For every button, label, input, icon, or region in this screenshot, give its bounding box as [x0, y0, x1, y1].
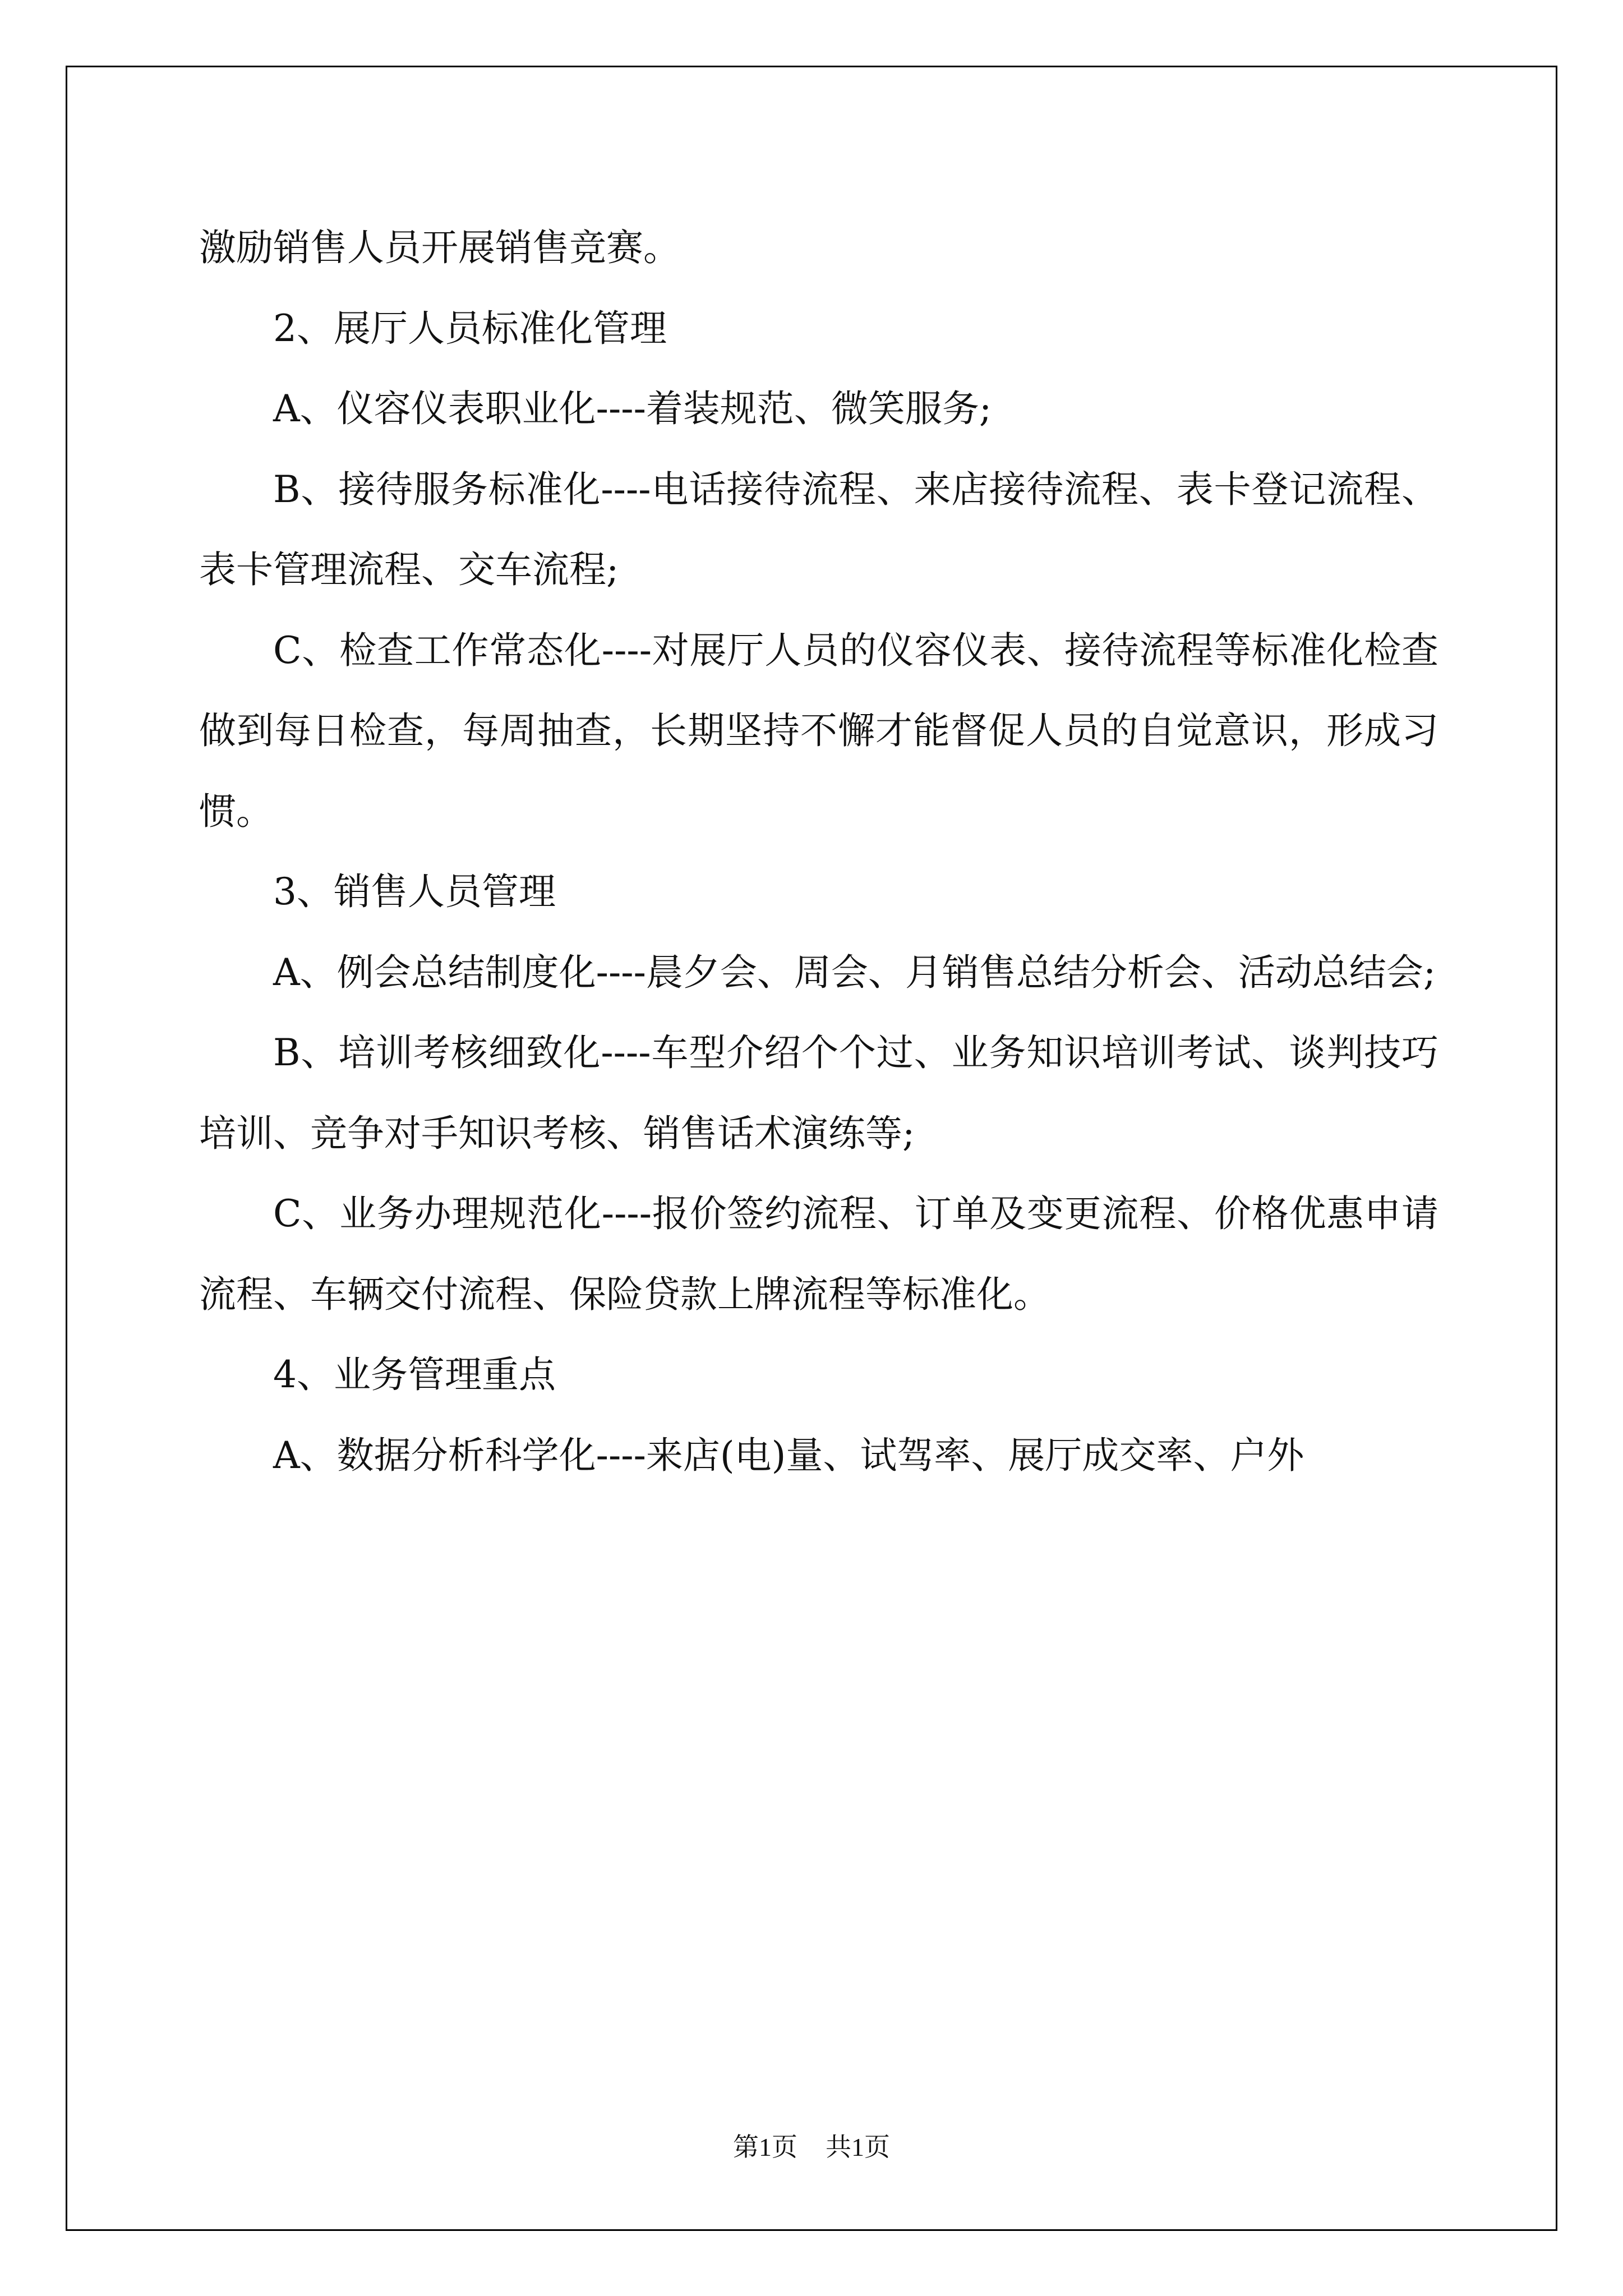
page-footer	[0, 2131, 1623, 2164]
paragraph-2: 2、展厅人员标准化管理	[273, 306, 667, 350]
paragraph-5: C、检查工作常态化----对展厅人员的仪容仪表、接待流程等标准化检查做到每日检查，每周抽查，长期坚持不懈才能督促人员的自觉意识，形成习惯。	[199, 628, 1438, 833]
paragraph-7: A、例会总结制度化----晨夕会、周会、月销售总结分析会、活动总结会;	[273, 950, 1436, 994]
paragraph-11: A、数据分析科学化----来店(电)量、试驾率、展厅成交率、户外	[273, 1433, 1304, 1477]
page-number-total: 共1页	[826, 2133, 890, 2161]
paragraph-9: C、业务办理规范化----报价签约流程、订单及变更流程、价格优惠申请流程、车辆交付流程、保险贷款上牌流程等标准化。	[199, 1192, 1438, 1316]
document-body	[199, 208, 1438, 1496]
paragraph-4: B、接待服务标准化----电话接待流程、来店接待流程、表卡登记流程、表卡管理流程、交车流程;	[199, 467, 1438, 591]
paragraph-10: 4、业务管理重点	[273, 1353, 556, 1396]
paragraph-8: B、培训考核细致化----车型介绍个个过、业务知识培训考试、谈判技巧培训、竞争对手知识考核、销售话术演练等;	[199, 1031, 1438, 1155]
paragraph-3: A、仪容仪表职业化----着装规范、微笑服务;	[273, 387, 992, 430]
page-number-current: 第1页	[733, 2133, 797, 2161]
paragraph-6: 3、销售人员管理	[273, 870, 556, 913]
paragraph-1: 激励销售人员开展销售竞赛。	[199, 226, 680, 269]
